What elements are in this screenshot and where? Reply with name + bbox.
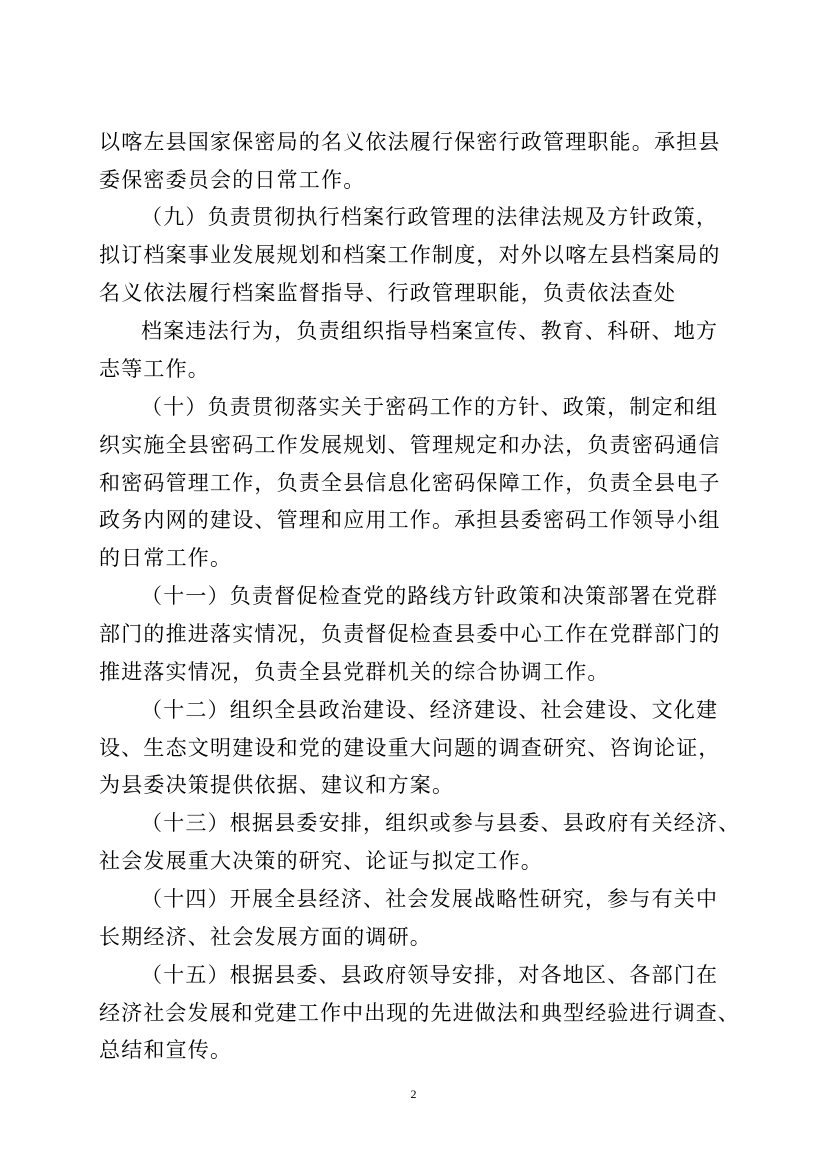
text-line: （十四）开展全县经济、社会发展战略性研究，参与有关中	[141, 887, 719, 911]
text-line: 总结和宣传。	[99, 1038, 233, 1062]
text-line: 织实施全县密码工作发展规划、管理规定和办法，负责密码通信	[99, 433, 721, 457]
text-line: 志等工作。	[99, 357, 210, 381]
text-line: 委保密委员会的日常工作。	[99, 168, 366, 192]
text-line: （十）负责贯彻落实关于密码工作的方针、政策，制定和组	[141, 395, 719, 419]
text-line: 的日常工作。	[99, 546, 233, 570]
text-line: 为县委决策提供依据、建议和方案。	[99, 773, 455, 797]
page-number: 2	[410, 1087, 417, 1101]
text-line: 拟订档案事业发展规划和档案工作制度，对外以喀左县档案局的	[99, 243, 721, 267]
text-line: （十五）根据县委、县政府领导安排，对各地区、各部门在	[141, 963, 719, 987]
text-line: （十二）组织全县政治建设、经济建设、社会建设、文化建	[141, 698, 719, 722]
text-line: （十一）负责督促检查党的路线方针政策和决策部署在党群	[141, 584, 719, 608]
text-line: （十三）根据县委安排，组织或参与县委、县政府有关经济、	[141, 811, 741, 835]
text-line: 以喀左县国家保密局的名义依法履行保密行政管理职能。承担县	[99, 130, 721, 154]
text-line: 推进落实情况，负责全县党群机关的综合协调工作。	[99, 660, 610, 684]
text-line: （九）负责贯彻执行档案行政管理的法律法规及方针政策，	[141, 205, 719, 229]
text-line: 和密码管理工作，负责全县信息化密码保障工作，负责全县电子	[99, 471, 721, 495]
text-line: 设、生态文明建设和党的建设重大问题的调查研究、咨询论证，	[99, 736, 721, 760]
text-line: 名义依法履行档案监督指导、行政管理职能，负责依法查处	[99, 281, 677, 305]
text-line: 经济社会发展和党建工作中出现的先进做法和典型经验进行调查、	[99, 1001, 740, 1025]
text-line: 部门的推进落实情况，负责督促检查县委中心工作在党群部门的	[99, 622, 721, 646]
text-line: 长期经济、社会发展方面的调研。	[99, 925, 432, 949]
text-line: 政务内网的建设、管理和应用工作。承担县委密码工作领导小组	[99, 508, 721, 532]
text-line: 社会发展重大决策的研究、论证与拟定工作。	[99, 849, 543, 873]
text-line: 档案违法行为，负责组织指导档案宣传、教育、科研、地方	[141, 319, 719, 343]
